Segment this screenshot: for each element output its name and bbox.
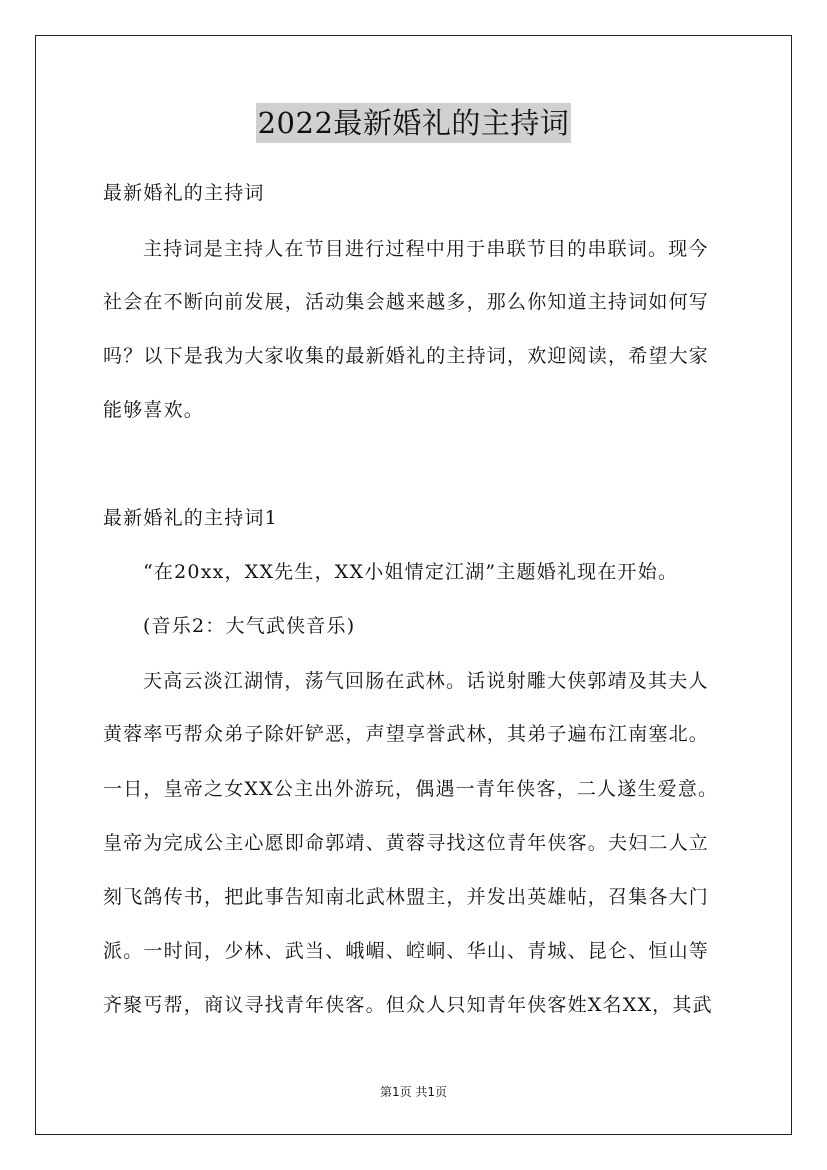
- document-title: 2022最新婚礼的主持词: [256, 103, 572, 143]
- body-line-3: 一日，皇帝之女XX公主出外游玩，偶遇一青年侠客，二人遂生爱意。: [103, 778, 719, 800]
- body-line-1: 天高云淡江湖情，荡气回肠在武林。话说射雕大侠郭靖及其夫人: [143, 670, 709, 692]
- body-line-4: 皇帝为完成公主心愿即命郭靖、黄蓉寻找这位青年侠客。夫妇二人立: [103, 832, 710, 854]
- document-subtitle: 最新婚礼的主持词: [103, 182, 265, 204]
- intro-line-2: 社会在不断向前发展，活动集会越来越多，那么你知道主持词如何写: [103, 291, 710, 313]
- page-number-footer: 第1页 共1页: [379, 1085, 448, 1099]
- music-note: (音乐2：大气武侠音乐): [143, 615, 356, 637]
- intro-line-3: 吗？以下是我为大家收集的最新婚礼的主持词，欢迎阅读，希望大家: [103, 345, 710, 367]
- body-line-6: 派。一时间，少林、武当、峨嵋、崆峒、华山、青城、昆仑、恒山等: [103, 940, 710, 962]
- intro-line-1: 主持词是主持人在节目进行过程中用于串联节目的串联词。现今: [143, 238, 709, 260]
- section-opening: “在20xx，XX先生，XX小姐情定江湖”主题婚礼现在开始。: [143, 561, 679, 583]
- body-line-2: 黄蓉率丐帮众弟子除奸铲恶，声望享誉武林，其弟子遍布江南塞北。: [103, 723, 710, 745]
- body-line-7: 齐聚丐帮，商议寻找青年侠客。但众人只知青年侠客姓X名XX，其武: [103, 994, 713, 1016]
- body-line-5: 刻飞鸽传书，把此事告知南北武林盟主，并发出英雄帖，召集各大门: [103, 886, 710, 908]
- section-heading: 最新婚礼的主持词1: [103, 507, 278, 529]
- intro-line-4: 能够喜欢。: [103, 399, 205, 421]
- title-container: [0, 103, 827, 143]
